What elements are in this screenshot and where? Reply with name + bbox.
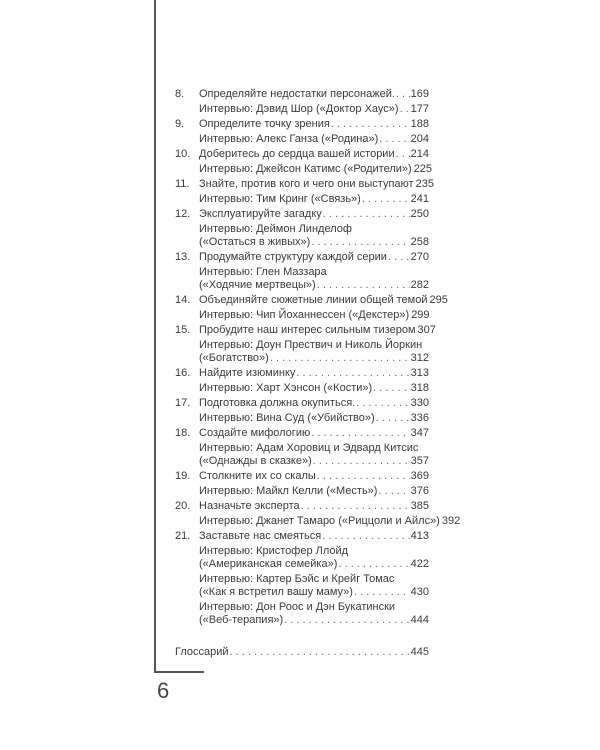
toc-entry-page: 347: [410, 427, 429, 439]
chapter-number: [175, 412, 199, 425]
chapter-number: 15.: [175, 324, 191, 336]
toc-entry[interactable]: [175, 530, 429, 543]
toc-entry[interactable]: [175, 223, 429, 249]
toc-entry-title: Подготовка должна окупиться.: [199, 397, 356, 409]
toc-entry[interactable]: [175, 601, 429, 627]
toc-entry[interactable]: [175, 339, 429, 365]
toc-entry[interactable]: [175, 485, 429, 498]
dot-leader: [270, 352, 410, 365]
toc-entry[interactable]: [175, 397, 429, 410]
dot-leader: [323, 208, 410, 221]
dot-leader: [338, 558, 409, 571]
toc-entry[interactable]: [175, 133, 429, 146]
toc-entry[interactable]: [175, 573, 429, 599]
toc-entry-title: Интервью: Деймон Линделоф: [199, 223, 352, 235]
toc-entry-title: Доберитесь до сердца вашей истории: [199, 148, 395, 160]
chapter-number: 20.: [175, 500, 191, 512]
toc-entry[interactable]: [175, 88, 429, 101]
dot-leader: [378, 485, 409, 498]
chapter-number: [175, 133, 199, 146]
dot-leader: [230, 646, 410, 659]
toc-entry-title: Интервью: Кристофер Ллойд: [199, 545, 349, 557]
page-number: 6: [157, 678, 170, 703]
dot-leader: [311, 427, 409, 440]
toc-entry-title: Интервью: Джанет Тамаро («Риццоли и Айлс»): [199, 515, 440, 527]
toc-entry-page: 385: [410, 500, 429, 512]
toc-entry[interactable]: [175, 148, 429, 161]
toc-entry[interactable]: [175, 382, 429, 395]
chapter-number: [175, 163, 199, 176]
toc-entry-page: 376: [410, 485, 429, 497]
toc-entry-page: 313: [410, 367, 429, 379]
toc-entry-title: Объединяйте сюжетные линии общей темой: [199, 294, 428, 306]
chapter-number: 13.: [175, 251, 191, 263]
toc-entry-title: («Ходячие мертвецы»): [199, 279, 316, 291]
toc-entry-page: 204: [410, 133, 429, 145]
toc-entry-title: Интервью: Вина Суд («Убийство»): [199, 412, 375, 424]
chapter-number: 12.: [175, 208, 191, 220]
toc-entry-page: 392: [441, 515, 461, 527]
toc-entry[interactable]: [175, 103, 429, 116]
toc-entry[interactable]: [175, 500, 429, 513]
chapter-number: 21.: [175, 530, 191, 542]
toc-entry[interactable]: [175, 208, 429, 221]
toc-entry-page: 307: [417, 324, 436, 336]
chapter-number: [175, 266, 199, 292]
toc-entry-page: 444: [410, 614, 429, 626]
toc-entry-page: 357: [410, 455, 429, 467]
toc-entry-glossary[interactable]: [175, 646, 429, 659]
toc-entry-page: 330: [410, 397, 429, 409]
toc-entry-title: («Богатство»): [199, 352, 269, 364]
chapter-number: 17.: [175, 397, 191, 409]
toc-entry[interactable]: [175, 442, 429, 468]
chapter-number: [175, 193, 199, 206]
toc-entry[interactable]: [175, 309, 429, 322]
toc-entry-page: 430: [410, 586, 429, 598]
chapter-number: 9.: [175, 118, 185, 130]
chapter-number: 18.: [175, 427, 191, 439]
dot-leader: [317, 470, 410, 483]
toc-entry-page: 214: [410, 148, 429, 160]
toc-entry-title: («Американская семейка»): [199, 558, 338, 570]
toc-entry[interactable]: [175, 545, 429, 571]
toc-entry[interactable]: [175, 118, 429, 131]
dot-leader: [296, 367, 409, 380]
toc-entry-title: («Однажды в сказке»): [199, 455, 312, 467]
dot-leader: [373, 382, 409, 395]
page-frame-horizontal-rule: [154, 671, 204, 673]
toc-entry-page: 188: [410, 118, 429, 130]
toc-entry[interactable]: [175, 412, 429, 425]
dot-leader: [317, 279, 410, 292]
toc-entry-page: 422: [410, 558, 429, 570]
toc-entry[interactable]: [175, 266, 429, 292]
dot-leader: [322, 530, 409, 543]
toc-entry-title: Интервью: Дон Роос и Дэн Букатински: [199, 601, 396, 613]
toc-entry-title: («Как я встретил вашу маму»): [199, 586, 353, 598]
chapter-number: [175, 545, 199, 571]
toc-entry-title: Интервью: Доун Прествич и Николь Йоркин: [199, 339, 423, 351]
toc-entry-title: («Веб-терапия»): [199, 614, 284, 626]
table-of-contents: [175, 88, 461, 629]
toc-entry[interactable]: [175, 193, 429, 206]
toc-entry-page: 250: [410, 208, 429, 220]
dot-leader: [388, 251, 410, 264]
toc-entry[interactable]: [175, 427, 429, 440]
toc-entry-page: 318: [410, 382, 429, 394]
dot-leader: [284, 614, 409, 627]
dot-leader: [400, 103, 410, 116]
toc-entry-title: Интервью: Алекс Ганза («Родина»): [199, 133, 379, 145]
toc-entry-title: Пробудите наш интерес сильным тизером: [199, 324, 416, 336]
toc-entry-title: Продумайте структуру каждой серии: [199, 251, 387, 263]
toc-entry-title: Столкните их со скалы: [199, 470, 316, 482]
chapter-number: [175, 515, 199, 528]
chapter-number: [175, 103, 199, 116]
chapter-number: [175, 485, 199, 498]
chapter-number: [175, 382, 199, 395]
toc-entry-page: 177: [410, 103, 429, 115]
toc-entry-title: Найдите изюминку: [199, 367, 296, 379]
toc-entry-page: 312: [410, 352, 429, 364]
dot-leader: [396, 88, 410, 101]
toc-entry[interactable]: [175, 515, 461, 528]
toc-entry-title: Эксплуатируйте загадку: [199, 208, 322, 220]
toc-entry-page: 225: [413, 163, 433, 175]
toc-entry-page: 295: [429, 294, 448, 306]
toc-entry[interactable]: [175, 470, 429, 483]
page-frame-vertical-rule: [154, 0, 156, 673]
chapter-number: 16.: [175, 367, 191, 379]
dot-leader: [396, 148, 410, 161]
toc-entry-title: Интервью: Дэвид Шор («Доктор Хаус»): [199, 103, 399, 115]
toc-entry-page: 445: [410, 646, 429, 658]
toc-entry-page: 336: [410, 412, 429, 424]
dot-leader: [376, 412, 410, 425]
toc-entry-title: Определяйте недостатки персонажей.: [199, 88, 395, 100]
chapter-number: [175, 339, 199, 365]
chapter-number: [175, 442, 199, 468]
chapter-number: 8.: [175, 88, 185, 100]
toc-entry-title: Заставьте нас смеяться: [199, 530, 322, 542]
chapter-number: [175, 309, 199, 322]
dot-leader: [362, 193, 410, 206]
toc-entry-page: 413: [410, 530, 429, 542]
dot-leader: [301, 500, 410, 513]
toc-entry[interactable]: [175, 251, 429, 264]
toc-entry-title: Глоссарий: [175, 646, 229, 658]
toc-entry-title: Интервью: Харт Хэнсон («Кости»): [199, 382, 373, 394]
toc-entry-page: 241: [410, 193, 429, 205]
chapter-number: [175, 601, 199, 627]
toc-entry-title: Интервью: Майкл Келли («Месть»): [199, 485, 378, 497]
toc-entry[interactable]: [175, 367, 429, 380]
dot-leader: [379, 133, 409, 146]
chapter-number: 14.: [175, 294, 191, 306]
dot-leader: [313, 455, 410, 468]
toc-entry-page: 258: [410, 236, 429, 248]
toc-entry-title: Создайте мифологию: [199, 427, 311, 439]
toc-entry-page: 369: [410, 470, 429, 482]
toc-entry-title: Интервью: Глен Маззара: [199, 266, 327, 278]
toc-entry[interactable]: [175, 163, 433, 176]
toc-entry[interactable]: [175, 294, 448, 307]
toc-entry-title: Знайте, против кого и чего они выступают: [199, 178, 414, 190]
toc-entry-title: Интервью: Джейсон Катимс («Родители»): [199, 163, 412, 175]
toc-entry-title: Назначьте эксперта: [199, 500, 300, 512]
toc-entry-title: Интервью: Адам Хоровиц и Эдвард Китсис: [199, 442, 419, 454]
toc-entry-title: Интервью: Чип Йоханнессен («Декстер»): [199, 309, 410, 321]
toc-entry[interactable]: [175, 324, 436, 337]
dot-leader: [331, 118, 410, 131]
dot-leader: [311, 236, 409, 249]
toc-entry-title: Интервью: Картер Бэйс и Крейг Томас: [199, 573, 395, 585]
toc-entry-page: 282: [410, 279, 429, 291]
chapter-number: 10.: [175, 148, 191, 160]
toc-entry[interactable]: [175, 178, 434, 191]
toc-entry-title: («Остаться в живых»): [199, 236, 311, 248]
toc-entry-title: Интервью: Тим Кринг («Связь»): [199, 193, 361, 205]
toc-entry-page: 169: [410, 88, 429, 100]
chapter-number: 11.: [175, 178, 190, 190]
dot-leader: [356, 397, 409, 410]
toc-entry-page: 270: [410, 251, 429, 263]
toc-entry-page: 299: [411, 309, 430, 321]
chapter-number: [175, 573, 199, 599]
chapter-number: [175, 223, 199, 249]
chapter-number: 19.: [175, 470, 191, 482]
dot-leader: [354, 586, 410, 599]
toc-entry-title: Определите точку зрения: [199, 118, 330, 130]
toc-entry-page: 235: [415, 178, 434, 190]
